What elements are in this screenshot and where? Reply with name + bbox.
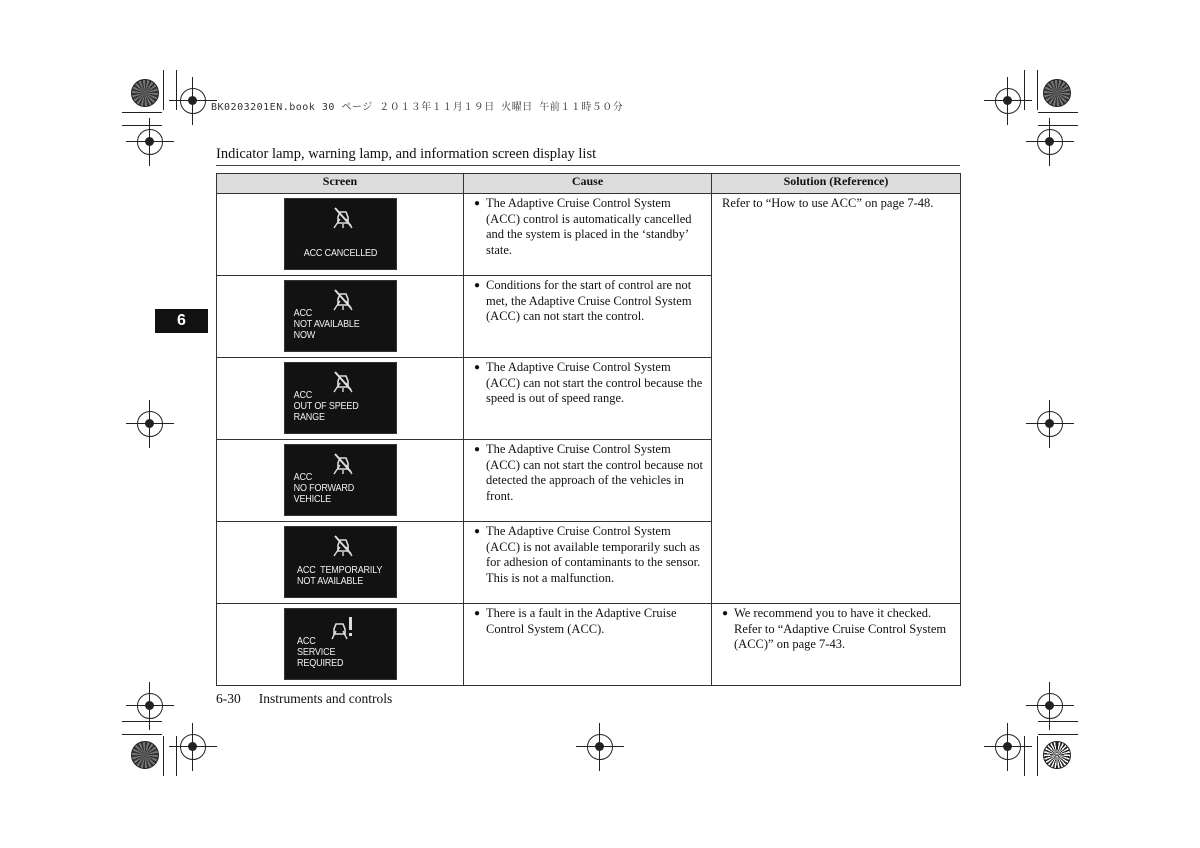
display-screen <box>284 362 397 434</box>
cause-cell: ● The Adaptive Cruise Control System (ACC) is not available temporarily such as for adhesion of contaminants to the sensor. This is not a malfunction. <box>464 522 712 604</box>
display-screen <box>284 608 397 680</box>
registration-mark-icon <box>1037 129 1063 155</box>
column-header-cause: Cause <box>464 174 712 194</box>
display-screen <box>284 526 397 598</box>
page-footer <box>216 691 392 707</box>
cause-text: There is a fault in the Adaptive Cruise Control System (ACC). <box>486 606 677 636</box>
screen-cell <box>217 276 464 358</box>
acc-off-icon <box>330 532 356 558</box>
table-row <box>217 604 961 686</box>
registration-mark-icon <box>995 734 1021 760</box>
solution-cell <box>712 194 961 604</box>
registration-mark-icon <box>137 693 163 719</box>
color-bar-icon <box>1043 741 1071 769</box>
column-header-solution: Solution (Reference) <box>712 174 961 194</box>
registration-mark-icon <box>180 88 206 114</box>
registration-mark-icon <box>1037 411 1063 437</box>
page-title: Indicator lamp, warning lamp, and information screen display list <box>216 146 597 162</box>
display-text: ACC NO FORWARD VEHICLE <box>293 471 354 505</box>
print-job-info: BK0203201EN.book 30 ページ ２０１３年１１月１９日 火曜日 午前１１時５０分 <box>211 102 624 113</box>
cause-cell: ● There is a fault in the Adaptive Cruise Control System (ACC). <box>464 604 712 686</box>
screen-cell <box>217 358 464 440</box>
cause-cell: ● Conditions for the start of control are not met, the Adaptive Cruise Control System (ACC) can not start the control. <box>464 276 712 358</box>
screen-cell <box>217 604 464 686</box>
color-bar-icon <box>131 79 159 107</box>
display-screen <box>284 444 397 516</box>
registration-mark-icon <box>1037 693 1063 719</box>
cause-text: The Adaptive Cruise Control System (ACC) control is automatically cancelled and the system is placed in the ‘standby’ state. <box>486 196 692 257</box>
page-number: 6-30 <box>216 691 241 706</box>
column-header-screen: Screen <box>217 174 464 194</box>
registration-mark-icon <box>137 129 163 155</box>
indicator-table <box>216 173 961 686</box>
color-bar-icon <box>1043 79 1071 107</box>
display-screen <box>284 280 397 352</box>
registration-mark-icon <box>180 734 206 760</box>
color-bar-icon <box>131 741 159 769</box>
solution-text: Refer to “How to use ACC” on page 7-48. <box>722 196 934 210</box>
cause-text: The Adaptive Cruise Control System (ACC) is not available temporarily such as for adhesion of contaminants to the sensor. This is not a malfunction. <box>486 524 701 585</box>
acc-off-icon <box>330 204 356 230</box>
screen-cell <box>217 440 464 522</box>
display-text: ACC SERVICE REQUIRED <box>296 635 343 669</box>
registration-mark-icon <box>995 88 1021 114</box>
cause-text: Conditions for the start of control are not met, the Adaptive Cruise Control System (ACC) can not start the control. <box>486 278 692 324</box>
cause-cell: ● The Adaptive Cruise Control System (ACC) can not start the control because the speed is out of speed range. <box>464 358 712 440</box>
solution-text: We recommend you to have it checked. Refer to “Adaptive Cruise Control System (ACC)” on page 7-43. <box>734 606 947 652</box>
chapter-name: Instruments and controls <box>258 691 393 706</box>
chapter-tab: 6 <box>155 309 208 333</box>
solution-cell: ● We recommend you to have it checked. Refer to “Adaptive Cruise Control System (ACC)” on page 7-43. <box>712 604 961 686</box>
display-text: ACC OUT OF SPEED RANGE <box>293 389 359 423</box>
title-rule <box>216 165 960 166</box>
cause-text: The Adaptive Cruise Control System (ACC) can not start the control because the speed is out of speed range. <box>486 360 703 406</box>
cause-cell: ● The Adaptive Cruise Control System (ACC) control is automatically cancelled and the system is placed in the ‘standby’ state. <box>464 194 712 276</box>
registration-mark-icon <box>137 411 163 437</box>
screen-cell <box>217 522 464 604</box>
display-text: ACC NOT AVAILABLE NOW <box>293 307 360 341</box>
display-text: ACC CANCELLED <box>303 247 377 259</box>
registration-mark-icon <box>587 734 613 760</box>
table-row <box>217 194 961 276</box>
cause-cell: ● The Adaptive Cruise Control System (ACC) can not start the control because not detected the approach of the vehicles in front. <box>464 440 712 522</box>
cause-text: The Adaptive Cruise Control System (ACC) can not start the control because not detected the approach of the vehicles in front. <box>486 442 703 503</box>
display-screen <box>284 198 397 270</box>
screen-cell <box>217 194 464 276</box>
display-text: ACC TEMPORARILY NOT AVAILABLE <box>296 564 382 587</box>
